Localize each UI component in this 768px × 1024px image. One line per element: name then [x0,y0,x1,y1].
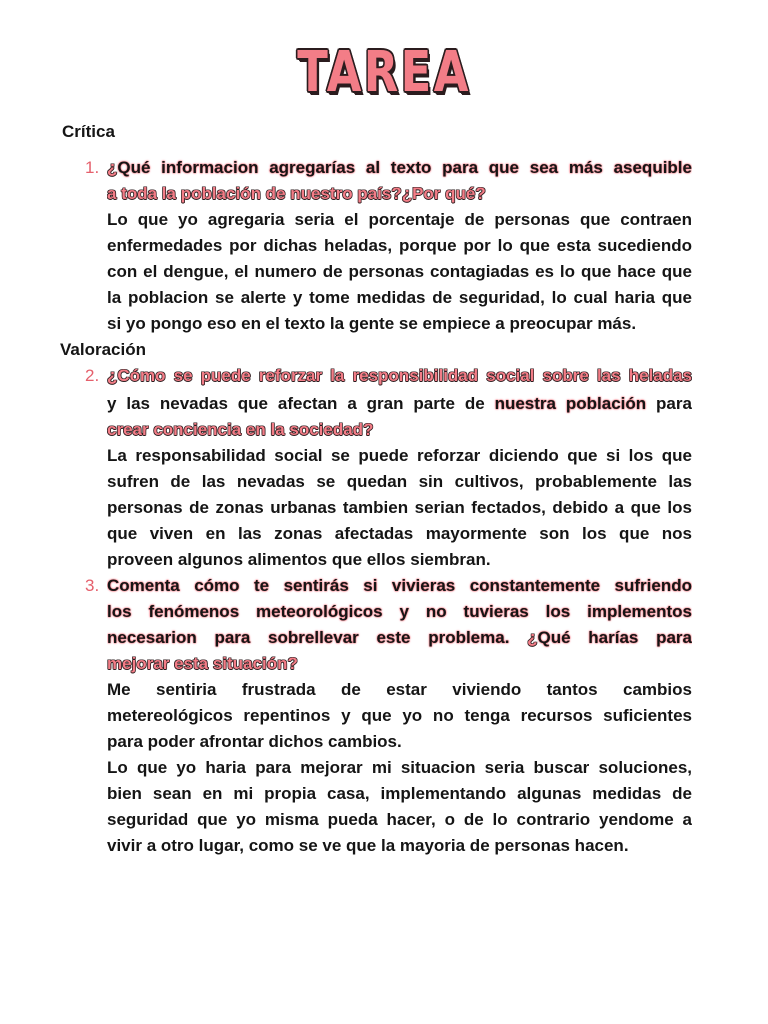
answer-line: sufren de las nevadas se quedan sin cultivos, probablemente las [107,472,692,491]
document-body [0,119,768,859]
question-text-segment: Qué harías para [537,628,692,647]
question-line [107,363,692,389]
question [107,363,692,443]
question-line [107,181,692,207]
question-line [107,155,692,181]
answer-line: proveen algunos alimentos que ellos siembran. [107,550,491,569]
section-heading-valoracion: Valoración [60,340,146,359]
answer-line: Lo que yo haria para mejorar mi situacion seria buscar soluciones, [107,758,692,777]
question-text-segment: Qué informacion agregarías al texto para que sea más asequible [117,158,692,177]
question-text-segment: ¿ [527,628,538,647]
question-text-segment: crear conciencia en la sociedad? [107,420,374,439]
answer-line: seguridad que yo misma pueda hacer, o de lo contrario yendome a [107,810,692,829]
answer-paragraph [107,443,692,573]
page-title: TAREA [297,40,471,105]
item-number: 1. [85,158,100,177]
answer [107,677,692,859]
question-item-2 [85,363,692,573]
question-text-segment: los fenómenos meteorológicos y no tuvieras los implementos [107,602,692,621]
answer-line: La responsabilidad social se puede reforzar diciendo que si los que [107,446,692,465]
answer [107,207,692,337]
answer-line: Lo que yo agregaria seria el porcentaje de personas que contraen [107,210,692,229]
answer-line: para poder afrontar dichos cambios. [107,732,402,751]
section-heading-critica: Crítica [62,122,115,141]
answer-line: Me sentiria frustrada de estar viviendo tantos cambios [107,680,692,699]
question-item-1 [85,155,692,337]
answer-line: personas de zonas urbanas tambien serian fectados, debido a que los [107,498,692,517]
answer-paragraph [107,677,692,755]
answer-line: la poblacion se alerte y tome medidas de seguridad, lo cual haria que [107,288,692,307]
question-text-segment: nuestra población [494,394,647,413]
question-item-3 [85,573,692,859]
question-text-segment: mejorar esta situación? [107,654,298,673]
answer-paragraph [107,755,692,859]
answer-line: enfermedades por dichas heladas, porque por lo que esta sucediendo [107,236,692,255]
question [107,573,692,677]
question-text-segment: ¿Cómo se puede reforzar la responsibilidad social sobre las heladas [107,366,692,385]
answer-paragraph [107,207,692,337]
question-line [107,651,692,677]
question-text-segment: ¿ [107,158,118,177]
question-line [107,417,692,443]
question-text-segment: necesarion para sobrellevar este problema. [107,628,510,647]
answer [107,443,692,573]
answer-line: que viven en las zonas afectadas mayormente son los que nos [107,524,692,543]
answer-line: si yo pongo eso en el texto la gente se empiece a preocupar más. [107,314,637,333]
question-text-segment: Comenta cómo te sentirás si vivieras constantemente sufriendo [107,576,692,595]
question-line [107,573,692,599]
answer-line: bien sean en mi propia casa, implementando algunas medidas de [107,784,692,803]
answer-line: con el dengue, el numero de personas contagiadas es lo que hace que [107,262,692,281]
question-text-segment: para [656,394,692,413]
item-number: 2. [85,366,100,385]
question [107,155,692,207]
answer-line: vivir a otro lugar, como se ve que la mayoria de personas hacen. [107,836,629,855]
question-line [107,391,692,417]
item-number: 3. [85,576,100,595]
question-text-segment: y las nevadas que afectan a gran parte de [107,394,485,413]
question-text-segment: a toda la población de nuestro país?¿Por qué? [107,184,486,203]
question-line [107,599,692,625]
question-line [107,625,692,651]
answer-line: metereológicos repentinos y que yo no tenga recursos suficientes [107,706,692,725]
